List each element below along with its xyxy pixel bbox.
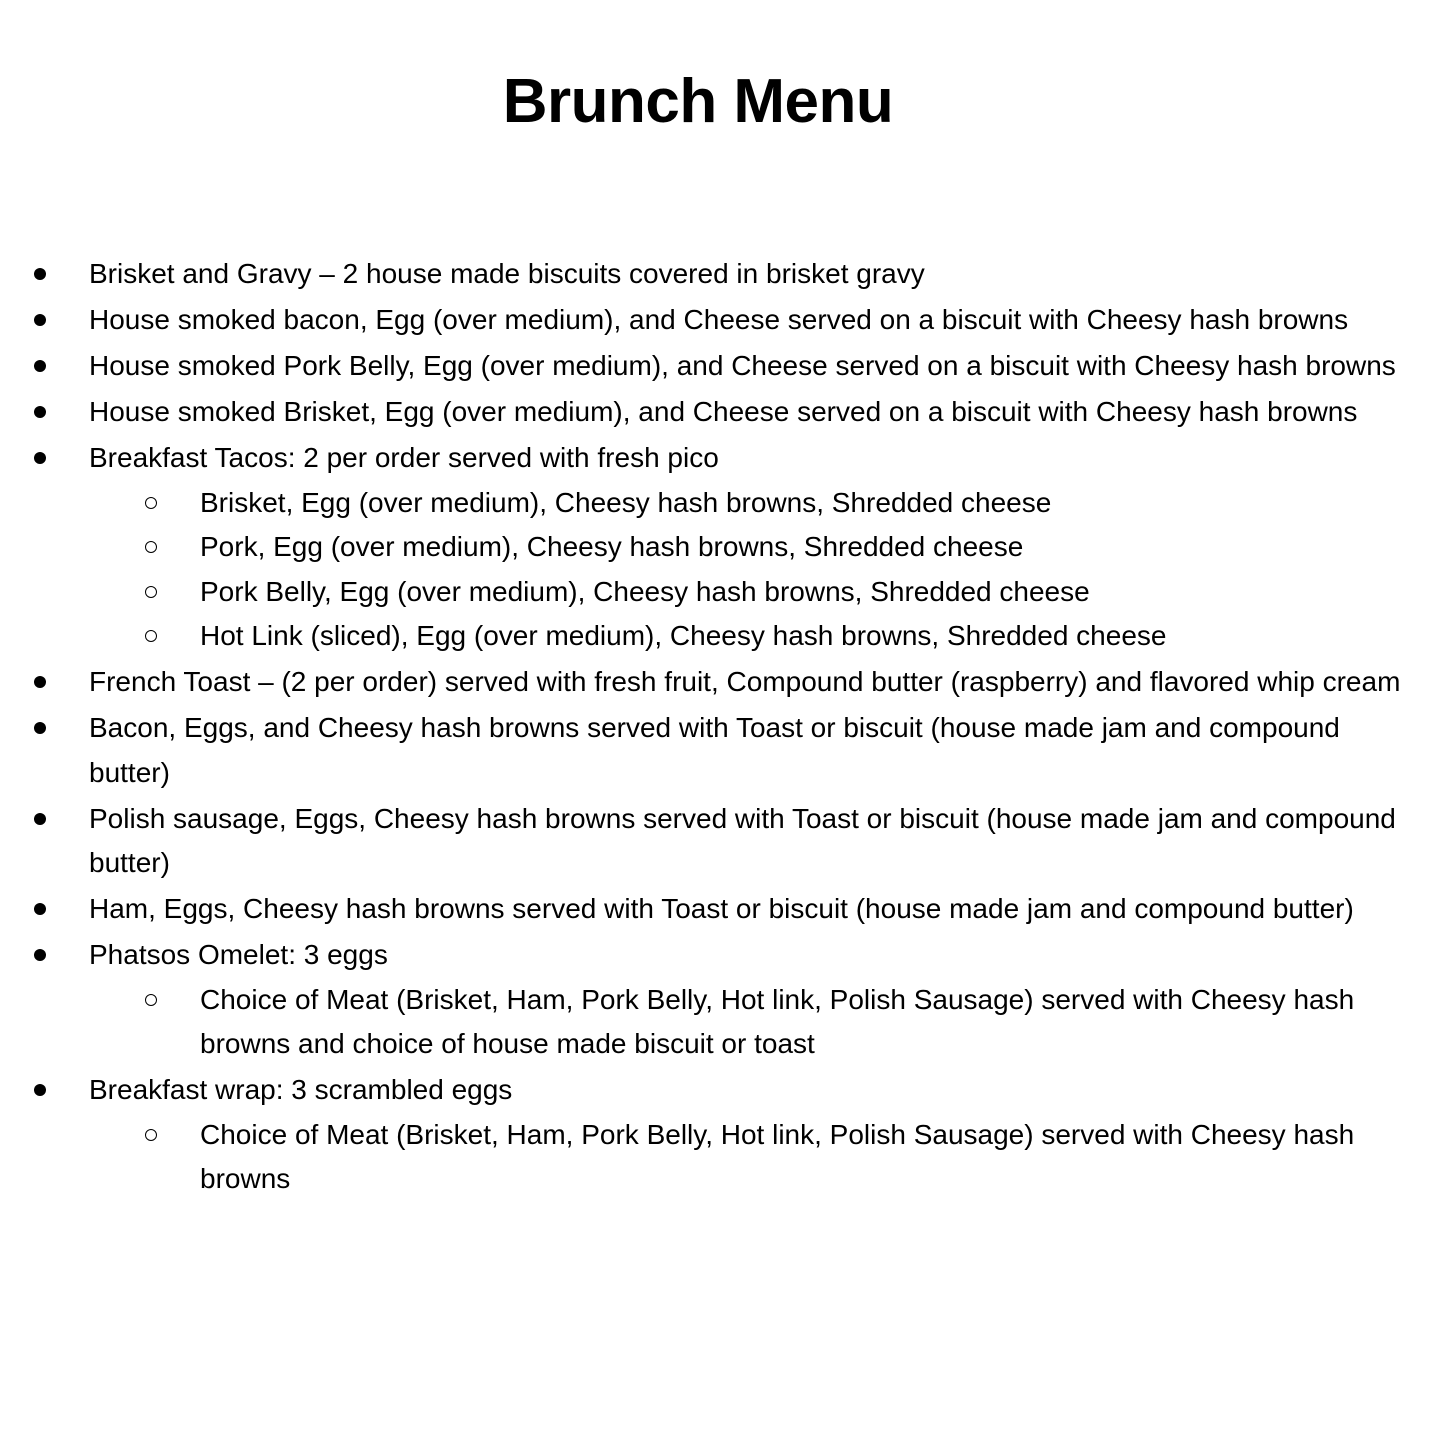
bullet-icon: [34, 1084, 46, 1096]
menu-item-text: House smoked Pork Belly, Egg (over medium), and Cheese served on a biscuit with Cheesy hash browns: [89, 350, 1396, 381]
sub-item: [0, 1113, 1412, 1202]
menu-list: [0, 252, 1440, 1203]
bullet-icon: [34, 268, 46, 280]
menu-item: [0, 887, 1440, 932]
bullet-icon: [34, 903, 46, 915]
circle-bullet-icon: [145, 994, 157, 1006]
menu-item: [0, 298, 1440, 343]
menu-item: [0, 933, 1440, 1067]
sub-list: [89, 1113, 1412, 1202]
menu-item: [0, 344, 1440, 389]
menu-item-text: Ham, Eggs, Cheesy hash browns served with Toast or biscuit (house made jam and compound butter): [89, 893, 1354, 924]
menu-item-text: House smoked Brisket, Egg (over medium), and Cheese served on a biscuit with Cheesy hash browns: [89, 396, 1358, 427]
sub-item: [0, 481, 1412, 526]
sub-list: [89, 978, 1412, 1067]
sub-item: [0, 570, 1412, 615]
bullet-icon: [34, 722, 46, 734]
menu-item-text: Breakfast Tacos: 2 per order served with fresh pico: [89, 442, 719, 473]
circle-bullet-icon: [145, 541, 157, 553]
menu-item-text: House smoked bacon, Egg (over medium), and Cheese served on a biscuit with Cheesy hash browns: [89, 304, 1349, 335]
menu-item: [0, 252, 1440, 297]
sub-item: [0, 614, 1412, 659]
menu-item: [0, 797, 1440, 886]
bullet-icon: [34, 676, 46, 688]
sub-item: [0, 525, 1412, 570]
bullet-icon: [34, 949, 46, 961]
sub-list: [89, 481, 1412, 659]
sub-item-text: Pork Belly, Egg (over medium), Cheesy hash browns, Shredded cheese: [200, 575, 1090, 607]
bullet-icon: [34, 360, 46, 372]
menu-item: [0, 390, 1440, 435]
sub-item-text: Pork, Egg (over medium), Cheesy hash browns, Shredded cheese: [200, 531, 1024, 562]
page-title: Brunch Menu: [502, 67, 894, 136]
menu-item-text: Phatsos Omelet: 3 eggs: [89, 939, 388, 970]
sub-item-text: Choice of Meat (Brisket, Ham, Pork Belly, Hot link, Polish Sausage) served with Cheesy hash browns and choice of house made biscuit or toast: [200, 983, 1355, 1059]
menu-item-text: Bacon, Eggs, and Cheesy hash browns served with Toast or biscuit (house made jam and compound butter): [89, 712, 1340, 788]
bullet-icon: [34, 452, 46, 464]
sub-item-text: Brisket, Egg (over medium), Cheesy hash browns, Shredded cheese: [200, 486, 1052, 518]
menu-item-text: Brisket and Gravy – 2 house made biscuits covered in brisket gravy: [89, 258, 925, 289]
sub-item: [0, 978, 1412, 1067]
menu-item-text: Breakfast wrap: 3 scrambled eggs: [89, 1074, 513, 1105]
bullet-icon: [34, 813, 46, 825]
menu-item-text: Polish sausage, Eggs, Cheesy hash browns served with Toast or biscuit (house made jam and compound butter): [89, 802, 1396, 878]
bullet-icon: [34, 406, 46, 418]
circle-bullet-icon: [145, 630, 157, 642]
sub-item-text: Hot Link (sliced), Egg (over medium), Cheesy hash browns, Shredded cheese: [200, 620, 1167, 651]
circle-bullet-icon: [145, 586, 157, 598]
menu-item: [0, 436, 1440, 659]
sub-item-text: Choice of Meat (Brisket, Ham, Pork Belly, Hot link, Polish Sausage) served with Cheesy hash browns: [200, 1118, 1355, 1194]
menu-item: [0, 1068, 1440, 1202]
menu-item-text: French Toast – (2 per order) served with fresh fruit, Compound butter (raspberry) and flavored whip cream: [89, 666, 1401, 697]
circle-bullet-icon: [145, 497, 157, 509]
menu-item: [0, 660, 1440, 705]
bullet-icon: [34, 314, 46, 326]
circle-bullet-icon: [145, 1129, 157, 1141]
menu-item: [0, 706, 1440, 795]
